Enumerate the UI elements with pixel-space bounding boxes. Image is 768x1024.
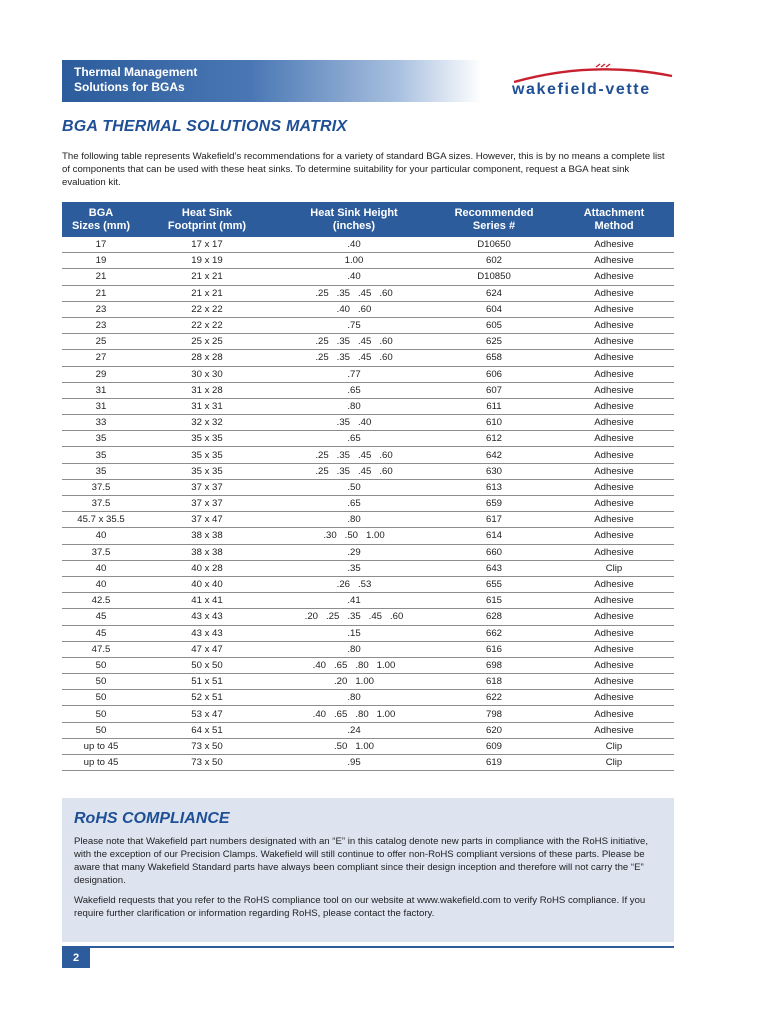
bga-size-cell: 31 (62, 382, 140, 398)
table-row (62, 738, 674, 754)
attachment-cell: Adhesive (554, 334, 674, 350)
footprint-cell: 19 x 19 (140, 253, 274, 269)
height-cell: .50 (274, 479, 434, 495)
series-cell: 612 (434, 431, 554, 447)
bga-size-cell: up to 45 (62, 755, 140, 771)
height-cell: .25 .35 .45 .60 (274, 334, 434, 350)
attachment-cell: Adhesive (554, 593, 674, 609)
series-cell: 604 (434, 301, 554, 317)
attachment-cell: Adhesive (554, 528, 674, 544)
height-cell: .80 (274, 512, 434, 528)
height-cell: .25 .35 .45 .60 (274, 285, 434, 301)
attachment-cell: Adhesive (554, 237, 674, 253)
table-row (62, 544, 674, 560)
series-cell: 642 (434, 447, 554, 463)
attachment-cell: Adhesive (554, 463, 674, 479)
footprint-cell: 22 x 22 (140, 301, 274, 317)
attachment-cell: Adhesive (554, 415, 674, 431)
footprint-cell: 40 x 28 (140, 560, 274, 576)
attachment-cell: Adhesive (554, 431, 674, 447)
footprint-cell: 32 x 32 (140, 415, 274, 431)
height-cell: 1.00 (274, 253, 434, 269)
rohs-title: RoHS COMPLIANCE (74, 810, 230, 827)
footprint-cell: 73 x 50 (140, 755, 274, 771)
table-row (62, 317, 674, 333)
header-title (74, 65, 334, 95)
height-cell: .20 .25 .35 .45 .60 (274, 609, 434, 625)
footer-rule (62, 946, 674, 948)
bga-size-cell: 45 (62, 609, 140, 625)
footprint-cell: 51 x 51 (140, 674, 274, 690)
attachment-cell: Clip (554, 738, 674, 754)
table-row (62, 496, 674, 512)
table-body (62, 237, 674, 771)
table-row (62, 657, 674, 673)
attachment-cell: Adhesive (554, 576, 674, 592)
height-cell: .40 (274, 269, 434, 285)
height-cell: .50 1.00 (274, 738, 434, 754)
bga-size-cell: 37.5 (62, 496, 140, 512)
attachment-cell: Adhesive (554, 398, 674, 414)
series-cell: 609 (434, 738, 554, 754)
table-row (62, 415, 674, 431)
bga-size-cell: 25 (62, 334, 140, 350)
bga-size-cell: 50 (62, 722, 140, 738)
attachment-cell: Clip (554, 755, 674, 771)
height-cell: .15 (274, 625, 434, 641)
column-header-bga-sizes: BGA Sizes (mm) (62, 202, 140, 237)
series-cell: 614 (434, 528, 554, 544)
attachment-cell: Adhesive (554, 625, 674, 641)
bga-size-cell: 40 (62, 576, 140, 592)
height-cell: .40 .65 .80 1.00 (274, 657, 434, 673)
footprint-cell: 21 x 21 (140, 285, 274, 301)
bga-size-cell: 21 (62, 269, 140, 285)
footprint-cell: 52 x 51 (140, 690, 274, 706)
series-cell: 605 (434, 317, 554, 333)
table-row (62, 463, 674, 479)
height-cell: .20 1.00 (274, 674, 434, 690)
header-title-line2: Solutions for BGAs (74, 80, 185, 94)
logo-text: wakefield-vette (512, 81, 651, 98)
series-cell: 798 (434, 706, 554, 722)
table-row (62, 722, 674, 738)
footprint-cell: 53 x 47 (140, 706, 274, 722)
table-row (62, 382, 674, 398)
height-cell: .35 (274, 560, 434, 576)
footprint-cell: 31 x 28 (140, 382, 274, 398)
series-cell: 658 (434, 350, 554, 366)
attachment-cell: Adhesive (554, 722, 674, 738)
bga-size-cell: 47.5 (62, 641, 140, 657)
series-cell: 602 (434, 253, 554, 269)
height-cell: .24 (274, 722, 434, 738)
height-cell: .65 (274, 496, 434, 512)
table-row (62, 625, 674, 641)
table-row (62, 593, 674, 609)
footprint-cell: 21 x 21 (140, 269, 274, 285)
height-cell: .95 (274, 755, 434, 771)
series-cell: 659 (434, 496, 554, 512)
attachment-cell: Adhesive (554, 512, 674, 528)
table-row (62, 479, 674, 495)
series-cell: 617 (434, 512, 554, 528)
bga-size-cell: 35 (62, 431, 140, 447)
attachment-cell: Adhesive (554, 479, 674, 495)
table-row (62, 447, 674, 463)
table-row (62, 706, 674, 722)
attachment-cell: Adhesive (554, 447, 674, 463)
series-cell: 615 (434, 593, 554, 609)
attachment-cell: Adhesive (554, 657, 674, 673)
height-cell: .80 (274, 641, 434, 657)
series-cell: D10650 (434, 237, 554, 253)
table-row (62, 334, 674, 350)
series-cell: 607 (434, 382, 554, 398)
footprint-cell: 35 x 35 (140, 447, 274, 463)
height-cell: .30 .50 1.00 (274, 528, 434, 544)
height-cell: .25 .35 .45 .60 (274, 350, 434, 366)
footprint-cell: 50 x 50 (140, 657, 274, 673)
bga-size-cell: 50 (62, 657, 140, 673)
column-header-footprint: Heat Sink Footprint (mm) (140, 202, 274, 237)
series-cell: 618 (434, 674, 554, 690)
table-row (62, 576, 674, 592)
attachment-cell: Adhesive (554, 609, 674, 625)
series-cell: 628 (434, 609, 554, 625)
footprint-cell: 35 x 35 (140, 463, 274, 479)
table-row (62, 253, 674, 269)
section-title: BGA THERMAL SOLUTIONS MATRIX (62, 118, 348, 135)
footprint-cell: 35 x 35 (140, 431, 274, 447)
table-row (62, 237, 674, 253)
series-cell: 613 (434, 479, 554, 495)
footprint-cell: 31 x 31 (140, 398, 274, 414)
height-cell: .25 .35 .45 .60 (274, 463, 434, 479)
table-row (62, 674, 674, 690)
intro-paragraph: The following table represents Wakefield’s recommendations for a variety of standard BGA sizes. However, this is by no means a complete list of components that can be used with these heat sinks. To determine suitability for your particular component, request a BGA heat sink evaluation kit. (62, 151, 665, 188)
footprint-cell: 25 x 25 (140, 334, 274, 350)
footprint-cell: 40 x 40 (140, 576, 274, 592)
series-cell: 616 (434, 641, 554, 657)
attachment-cell: Adhesive (554, 366, 674, 382)
table-header-row (62, 202, 674, 237)
attachment-cell: Adhesive (554, 496, 674, 512)
series-cell: 622 (434, 690, 554, 706)
series-cell: D10850 (434, 269, 554, 285)
height-cell: .65 (274, 431, 434, 447)
attachment-cell: Adhesive (554, 544, 674, 560)
bga-size-cell: 50 (62, 674, 140, 690)
attachment-cell: Adhesive (554, 269, 674, 285)
footprint-cell: 17 x 17 (140, 237, 274, 253)
bga-size-cell: up to 45 (62, 738, 140, 754)
rohs-paragraph-2: Wakefield requests that you refer to the RoHS compliance tool on our website at www.wakefield.com to verify RoHS compliance. If you require further clarification or information regarding RoHS, please contact the factory. (74, 895, 646, 919)
bga-size-cell: 37.5 (62, 479, 140, 495)
table-row (62, 285, 674, 301)
table-row (62, 609, 674, 625)
attachment-cell: Clip (554, 560, 674, 576)
table-row (62, 350, 674, 366)
footprint-cell: 38 x 38 (140, 528, 274, 544)
bga-size-cell: 40 (62, 528, 140, 544)
table-row (62, 755, 674, 771)
attachment-cell: Adhesive (554, 285, 674, 301)
height-cell: .40 .60 (274, 301, 434, 317)
attachment-cell: Adhesive (554, 641, 674, 657)
height-cell: .26 .53 (274, 576, 434, 592)
bga-size-cell: 50 (62, 706, 140, 722)
attachment-cell: Adhesive (554, 317, 674, 333)
series-cell: 698 (434, 657, 554, 673)
height-cell: .80 (274, 690, 434, 706)
company-logo (508, 62, 676, 102)
table-row (62, 528, 674, 544)
column-header-attachment: Attachment Method (554, 202, 674, 237)
footprint-cell: 37 x 37 (140, 496, 274, 512)
footprint-cell: 43 x 43 (140, 625, 274, 641)
footprint-cell: 28 x 28 (140, 350, 274, 366)
bga-size-cell: 35 (62, 447, 140, 463)
bga-size-cell: 19 (62, 253, 140, 269)
table-row (62, 301, 674, 317)
height-cell: .40 .65 .80 1.00 (274, 706, 434, 722)
table-row (62, 431, 674, 447)
column-header-height: Heat Sink Height (inches) (274, 202, 434, 237)
series-cell: 655 (434, 576, 554, 592)
table-row (62, 366, 674, 382)
height-cell: .25 .35 .45 .60 (274, 447, 434, 463)
footprint-cell: 73 x 50 (140, 738, 274, 754)
rohs-paragraph-1: Please note that Wakefield part numbers designated with an “E” in this catalog denote new parts in compliance with the RoHS initiative, with the exception of our Precision Clamps. Wakefield will still continue to offer non-RoHS compliant versions of these parts. Please be aware that many Wakefield Standard parts have always been compliant since their design inception and therefore will not carry the “E” designation. (74, 836, 648, 886)
table-row (62, 398, 674, 414)
series-cell: 606 (434, 366, 554, 382)
footprint-cell: 64 x 51 (140, 722, 274, 738)
footprint-cell: 37 x 47 (140, 512, 274, 528)
attachment-cell: Adhesive (554, 690, 674, 706)
bga-size-cell: 37.5 (62, 544, 140, 560)
series-cell: 620 (434, 722, 554, 738)
series-cell: 662 (434, 625, 554, 641)
column-header-series: Recommended Series # (434, 202, 554, 237)
series-cell: 630 (434, 463, 554, 479)
footprint-cell: 47 x 47 (140, 641, 274, 657)
footprint-cell: 30 x 30 (140, 366, 274, 382)
bga-size-cell: 27 (62, 350, 140, 366)
rohs-compliance-box (62, 798, 674, 942)
bga-size-cell: 29 (62, 366, 140, 382)
bga-size-cell: 21 (62, 285, 140, 301)
header-title-line1: Thermal Management (74, 65, 198, 79)
height-cell: .35 .40 (274, 415, 434, 431)
bga-size-cell: 45 (62, 625, 140, 641)
height-cell: .65 (274, 382, 434, 398)
table-row (62, 641, 674, 657)
series-cell: 611 (434, 398, 554, 414)
bga-size-cell: 42.5 (62, 593, 140, 609)
bga-size-cell: 17 (62, 237, 140, 253)
series-cell: 643 (434, 560, 554, 576)
attachment-cell: Adhesive (554, 350, 674, 366)
series-cell: 619 (434, 755, 554, 771)
series-cell: 610 (434, 415, 554, 431)
footprint-cell: 37 x 37 (140, 479, 274, 495)
height-cell: .80 (274, 398, 434, 414)
height-cell: .29 (274, 544, 434, 560)
table-row (62, 512, 674, 528)
attachment-cell: Adhesive (554, 674, 674, 690)
footprint-cell: 22 x 22 (140, 317, 274, 333)
attachment-cell: Adhesive (554, 253, 674, 269)
series-cell: 625 (434, 334, 554, 350)
footprint-cell: 41 x 41 (140, 593, 274, 609)
footprint-cell: 38 x 38 (140, 544, 274, 560)
table-row (62, 560, 674, 576)
series-cell: 660 (434, 544, 554, 560)
attachment-cell: Adhesive (554, 706, 674, 722)
bga-matrix-table (62, 202, 674, 771)
bga-size-cell: 50 (62, 690, 140, 706)
series-cell: 624 (434, 285, 554, 301)
page-number: 2 (62, 948, 90, 968)
height-cell: .75 (274, 317, 434, 333)
bga-size-cell: 23 (62, 301, 140, 317)
bga-size-cell: 45.7 x 35.5 (62, 512, 140, 528)
height-cell: .41 (274, 593, 434, 609)
attachment-cell: Adhesive (554, 382, 674, 398)
bga-size-cell: 33 (62, 415, 140, 431)
table-row (62, 690, 674, 706)
bga-size-cell: 40 (62, 560, 140, 576)
attachment-cell: Adhesive (554, 301, 674, 317)
height-cell: .40 (274, 237, 434, 253)
bga-size-cell: 35 (62, 463, 140, 479)
height-cell: .77 (274, 366, 434, 382)
bga-size-cell: 31 (62, 398, 140, 414)
table-row (62, 269, 674, 285)
bga-size-cell: 23 (62, 317, 140, 333)
footprint-cell: 43 x 43 (140, 609, 274, 625)
